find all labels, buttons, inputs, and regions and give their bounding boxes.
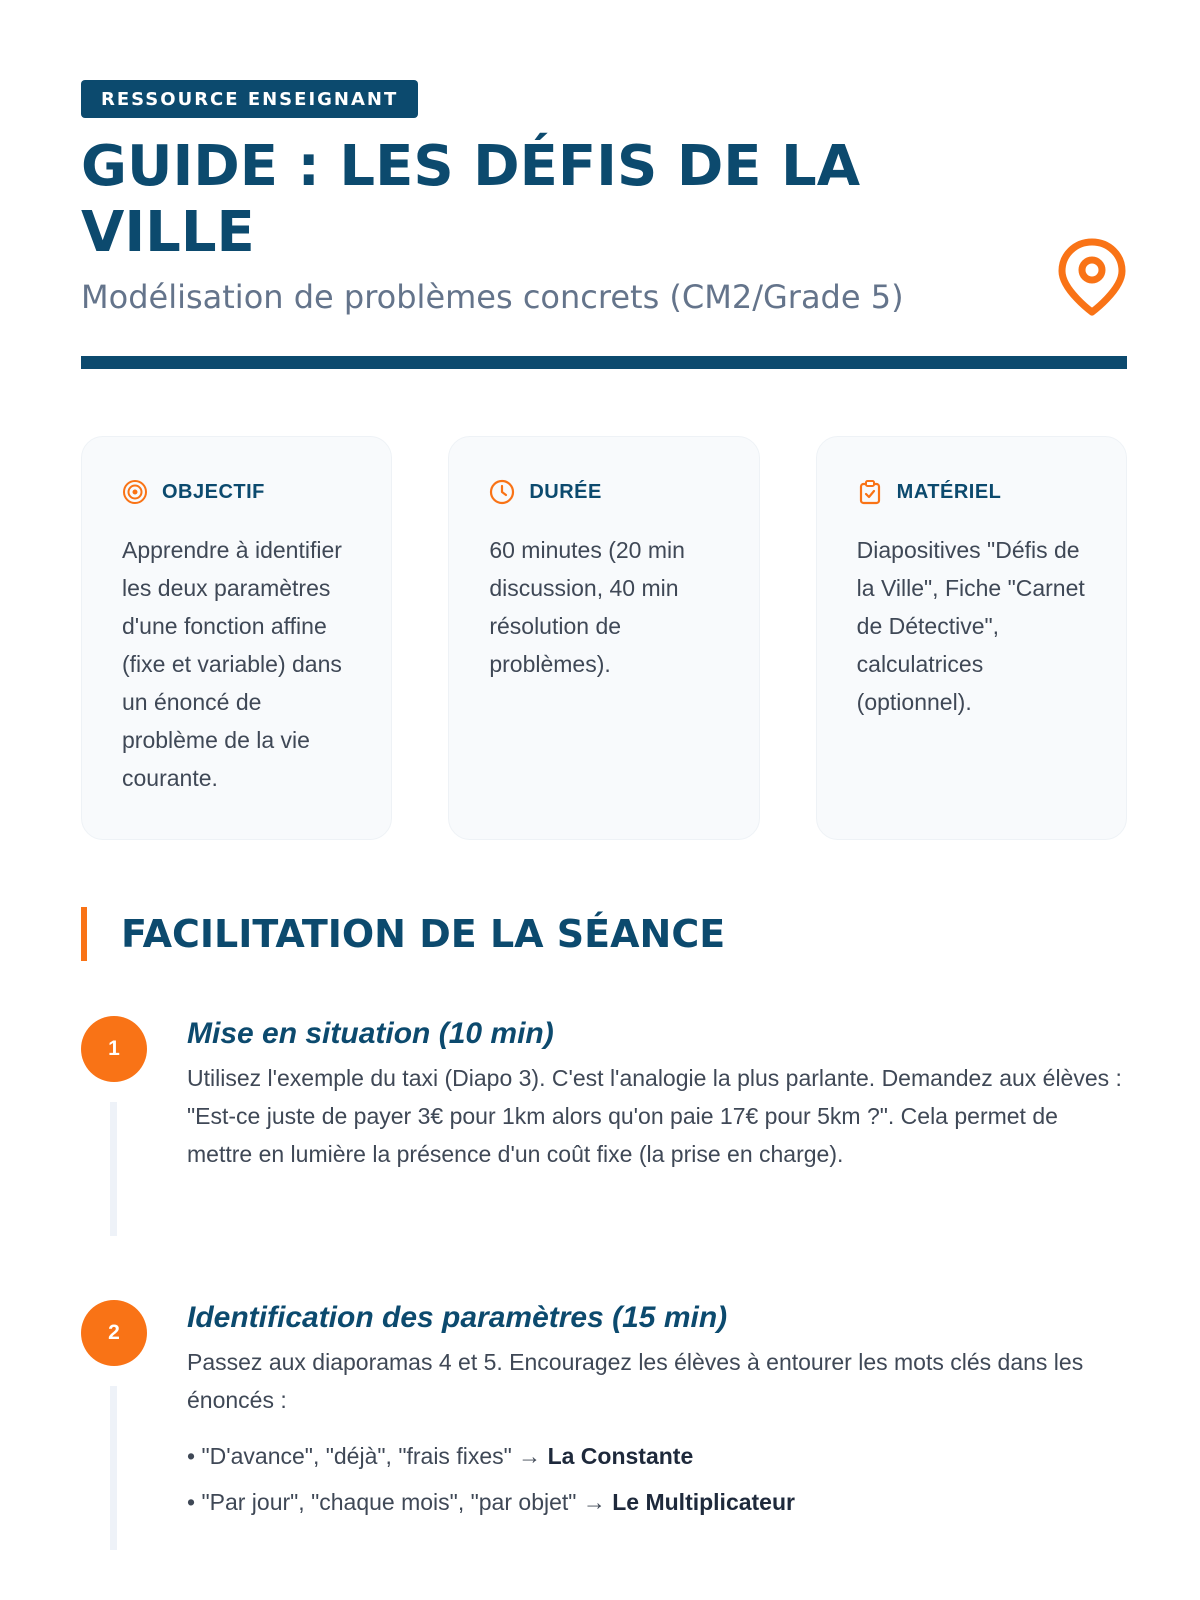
guide-page xyxy=(81,80,1127,1515)
step-timeline-line xyxy=(110,1102,117,1236)
card-text: 60 minutes (20 min discussion, 40 min résolution de problèmes). xyxy=(489,537,685,677)
step-text: Utilisez l'exemple du taxi (Diapo 3). C'est l'analogie la plus parlante. Demandez aux élèves : "Est-ce juste de payer 3€ pour 1km alors qu'on paie 17€ pour 5km ?". Cela permet de mettre en lumière la présence d'un coût fixe (la prise en charge). xyxy=(187,1065,1122,1167)
card-materiel xyxy=(816,436,1127,840)
card-text: Diapositives "Défis de la Ville", Fiche "Carnet de Détective", calculatrices (optionnel). xyxy=(856,537,1085,715)
step-title: Mise en situation (10 min) xyxy=(187,1017,554,1050)
keyword-list xyxy=(187,1433,1127,1525)
card-title: DURÉE xyxy=(529,480,602,503)
section-title: FACILITATION DE LA SÉANCE xyxy=(121,912,726,956)
resource-tag: RESSOURCE ENSEIGNANT xyxy=(81,80,418,118)
step-number: 2 xyxy=(81,1300,147,1366)
step-1 xyxy=(81,1016,1127,1236)
card-objectif xyxy=(81,436,392,840)
card-title: MATÉRIEL xyxy=(896,480,1002,503)
keyword-result: Le Multiplicateur xyxy=(612,1489,795,1515)
map-pin-icon xyxy=(1057,238,1127,316)
step-text: Passez aux diaporamas 4 et 5. Encouragez les élèves à entourer les mots clés dans les énoncés : xyxy=(187,1349,1084,1413)
step-number: 1 xyxy=(81,1016,147,1082)
clipboard-icon xyxy=(857,479,883,505)
step-timeline-line xyxy=(110,1386,117,1550)
clock-icon xyxy=(489,479,515,505)
section-accent-bar xyxy=(81,907,87,961)
header-divider xyxy=(81,356,1127,369)
page-subtitle: Modélisation de problèmes concrets (CM2/Grade 5) xyxy=(81,278,904,316)
keyword-result: La Constante xyxy=(547,1443,694,1469)
card-text: Apprendre à identifier les deux paramètres d'une fonction affine (fixe et variable) dans un énoncé de problème de la vie courante. xyxy=(122,537,342,791)
step-2 xyxy=(81,1300,1127,1550)
step-title: Identification des paramètres (15 min) xyxy=(187,1301,728,1334)
section-heading xyxy=(81,906,725,962)
target-icon xyxy=(122,479,148,505)
card-duree xyxy=(448,436,759,840)
list-item: • "D'avance", "déjà", "frais fixes" → La Constante xyxy=(187,1443,694,1469)
info-cards xyxy=(81,436,1127,840)
card-title: OBJECTIF xyxy=(162,480,265,503)
page-title: GUIDE : LES DÉFIS DE LA VILLE xyxy=(81,134,861,265)
list-item: • "Par jour", "chaque mois", "par objet" → Le Multiplicateur xyxy=(187,1489,795,1515)
